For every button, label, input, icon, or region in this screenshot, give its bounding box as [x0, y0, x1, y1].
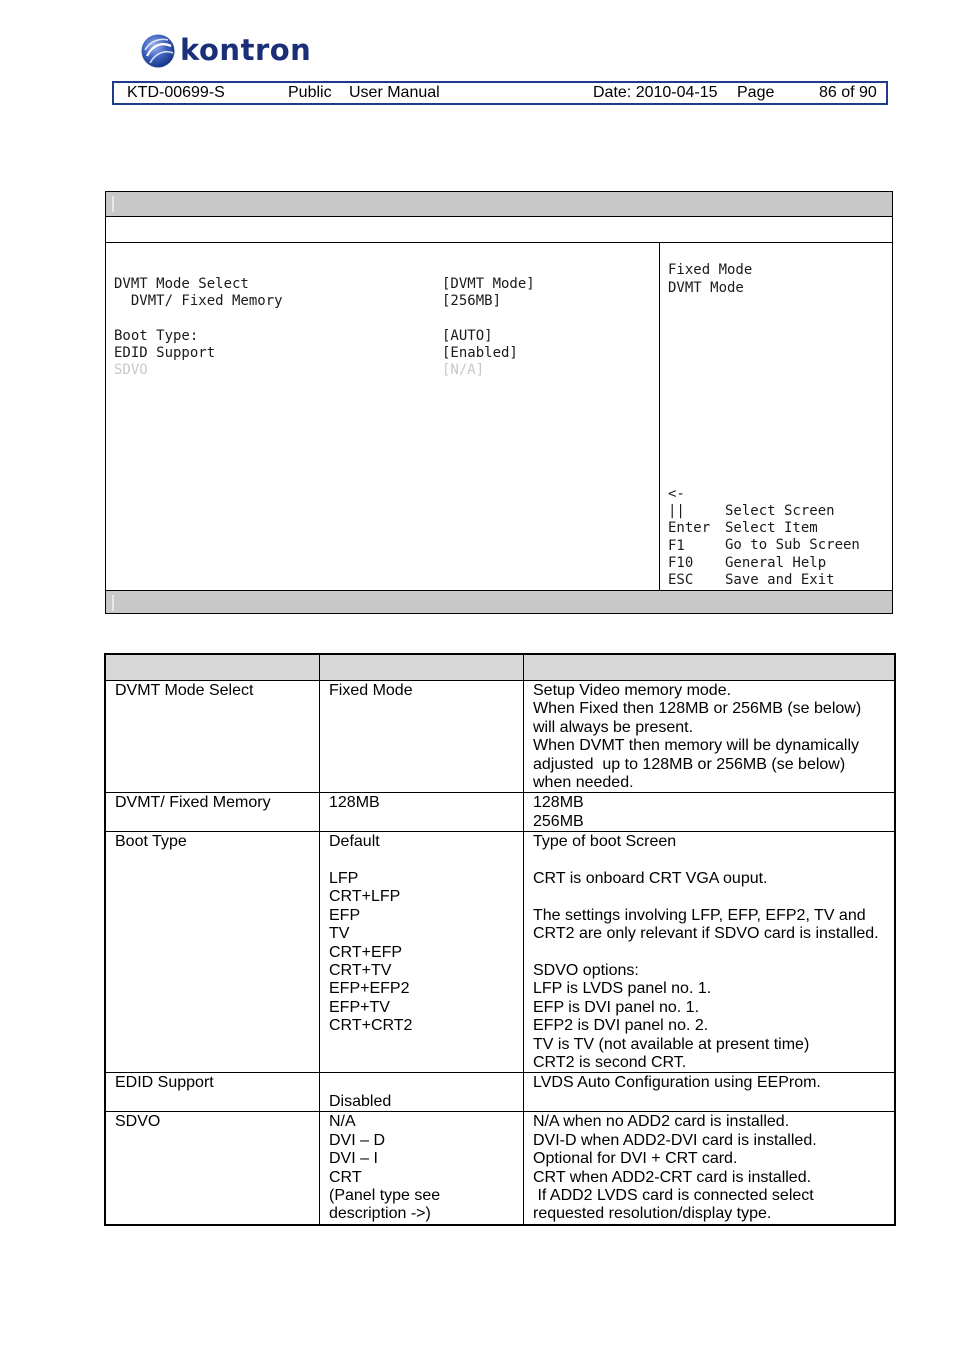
- feature-line: SDVO: [115, 1113, 161, 1131]
- options-line: EFP: [329, 906, 361, 924]
- bios-status-bar: [106, 590, 892, 613]
- help-text: Fixed Mode: [668, 262, 753, 278]
- key-name: <-: [668, 486, 685, 502]
- options-line: N/A: [329, 1113, 356, 1131]
- bios-title-bar: [106, 192, 892, 217]
- description-cell: [524, 793, 896, 832]
- description-line: CRT2 is second CRT.: [533, 1054, 687, 1072]
- description-line: LFP is LVDS panel no. 1.: [533, 980, 712, 998]
- page-label: Page: [737, 84, 775, 101]
- document-header: [112, 81, 888, 105]
- option-value[interactable]: [DVMT Mode]: [442, 276, 535, 292]
- table-row-sdvo: [105, 1112, 895, 1225]
- key-name: ESC: [668, 572, 694, 588]
- description-line: CRT when ADD2-CRT card is installed.: [533, 1168, 812, 1186]
- options-line: CRT+LFP: [329, 888, 401, 906]
- key-name: ||: [668, 503, 685, 519]
- key-desc: Save and Exit: [725, 572, 835, 588]
- options-line: TV: [329, 925, 350, 943]
- feature-cell: [105, 681, 320, 793]
- description-line: [533, 852, 885, 870]
- description-line: The settings involving LFP, EFP, EFP2, TV and: [533, 906, 866, 924]
- options-line: DVI – I: [329, 1150, 378, 1168]
- description-line: when needed.: [533, 774, 634, 792]
- settings-table: [104, 653, 896, 1226]
- description-line: [533, 888, 885, 906]
- description-line: N/A when no ADD2 card is installed.: [533, 1113, 790, 1131]
- description-line: CRT is onboard CRT VGA ouput.: [533, 870, 768, 888]
- options-cell: [320, 832, 524, 1073]
- key-desc: Select Screen: [725, 503, 835, 519]
- option-value[interactable]: [AUTO]: [442, 328, 493, 344]
- options-cell: [320, 793, 524, 832]
- feature-line: DVMT/ Fixed Memory: [115, 794, 271, 812]
- feature-cell: [105, 832, 320, 1073]
- options-cell: [320, 1073, 524, 1112]
- description-cell: [524, 832, 896, 1073]
- description-line: will always be present.: [533, 718, 694, 736]
- option-value[interactable]: [256MB]: [442, 293, 502, 309]
- bios-setup-screen: [105, 191, 893, 614]
- description-line: adjusted up to 128MB or 256MB (se below): [533, 755, 846, 773]
- options-line: [329, 1074, 514, 1092]
- options-line: Default: [329, 833, 380, 851]
- classification: Public: [288, 84, 332, 101]
- options-line: [329, 852, 514, 870]
- options-cell: [320, 1112, 524, 1225]
- kontron-logo: [141, 33, 311, 69]
- option-name: DVMT Mode Select: [114, 276, 249, 292]
- options-line: DVI – D: [329, 1131, 386, 1149]
- option-value: [N/A]: [442, 362, 485, 378]
- feature-line: EDID Support: [115, 1074, 214, 1092]
- key-name: Enter: [668, 520, 711, 536]
- bios-help-panel: [660, 243, 892, 592]
- options-line: (Panel type see: [329, 1186, 441, 1204]
- options-line: LFP: [329, 870, 359, 888]
- description-cell: [524, 681, 896, 793]
- options-line: CRT+TV: [329, 962, 392, 980]
- table-header-row: [105, 654, 895, 681]
- description-cell: [524, 1112, 896, 1225]
- header-cell: [524, 654, 896, 681]
- options-line: 128MB: [329, 794, 380, 812]
- options-line: CRT+CRT2: [329, 1017, 413, 1035]
- options-line: EFP+TV: [329, 998, 390, 1016]
- feature-cell: [105, 793, 320, 832]
- options-line: CRT+EFP: [329, 943, 403, 961]
- description-line: EFP2 is DVI panel no. 2.: [533, 1017, 709, 1035]
- description-line: SDVO options:: [533, 962, 639, 980]
- globe-logo-icon: [141, 34, 175, 68]
- bios-options-panel: [106, 243, 660, 592]
- feature-cell: [105, 1112, 320, 1225]
- description-line: When DVMT then memory will be dynamically: [533, 737, 860, 755]
- feature-line: Boot Type: [115, 833, 187, 851]
- option-name: Boot Type:: [114, 328, 199, 344]
- table-row-edid-support: [105, 1073, 895, 1112]
- doc-type: User Manual: [349, 84, 440, 101]
- options-line: EFP+EFP2: [329, 980, 410, 998]
- table-row-dvmt-mode-select: [105, 681, 895, 793]
- key-name: F10: [668, 555, 694, 571]
- description-line: requested resolution/display type.: [533, 1205, 772, 1223]
- description-line: Optional for DVI + CRT card.: [533, 1150, 738, 1168]
- table-row-dvmt-fixed-memory: [105, 793, 895, 832]
- option-name: SDVO: [114, 362, 148, 378]
- description-line: Type of boot Screen: [533, 833, 677, 851]
- bios-option-sdvo: [114, 362, 485, 430]
- help-text: DVMT Mode: [668, 280, 744, 296]
- description-line: TV is TV (not available at present time): [533, 1035, 810, 1053]
- options-line: CRT: [329, 1168, 362, 1186]
- options-line: Fixed Mode: [329, 682, 413, 699]
- description-line: When Fixed then 128MB or 256MB (se below): [533, 700, 862, 718]
- key-desc: Select Item: [725, 520, 818, 536]
- feature-line: DVMT Mode Select: [115, 682, 254, 699]
- description-line: DVI-D when ADD2-DVI card is installed.: [533, 1131, 817, 1149]
- options-line: description ->): [329, 1205, 431, 1223]
- bios-menu-row: [106, 217, 892, 243]
- options-cell: [320, 681, 524, 793]
- key-name: F1: [668, 538, 685, 554]
- description-line: CRT2 are only relevant if SDVO card is installed.: [533, 925, 879, 943]
- description-line: 256MB: [533, 812, 584, 830]
- brand-name: kontron: [180, 32, 312, 67]
- description-cell: [524, 1073, 896, 1112]
- description-line: LVDS Auto Configuration using EEProm.: [533, 1074, 821, 1092]
- doc-id: KTD-00699-S: [127, 84, 225, 101]
- key-desc: Go to Sub Screen: [725, 537, 860, 553]
- description-line: If ADD2 LVDS card is connected select: [533, 1186, 814, 1204]
- description-line: EFP is DVI panel no. 1.: [533, 998, 700, 1016]
- options-line: Disabled: [329, 1092, 392, 1110]
- feature-cell: [105, 1073, 320, 1112]
- header-cell: [320, 654, 524, 681]
- description-line: Setup Video memory mode.: [533, 682, 732, 699]
- table-row-boot-type: [105, 832, 895, 1073]
- option-name: DVMT/ Fixed Memory: [114, 293, 283, 309]
- description-line: 128MB: [533, 794, 584, 812]
- option-name: EDID Support: [114, 345, 216, 361]
- key-desc: General Help: [725, 555, 827, 571]
- description-line: [533, 944, 885, 962]
- option-value[interactable]: [Enabled]: [442, 345, 518, 361]
- page-number: 86 of 90: [819, 84, 877, 101]
- header-cell: [105, 654, 320, 681]
- doc-date: Date: 2010-04-15: [593, 84, 718, 101]
